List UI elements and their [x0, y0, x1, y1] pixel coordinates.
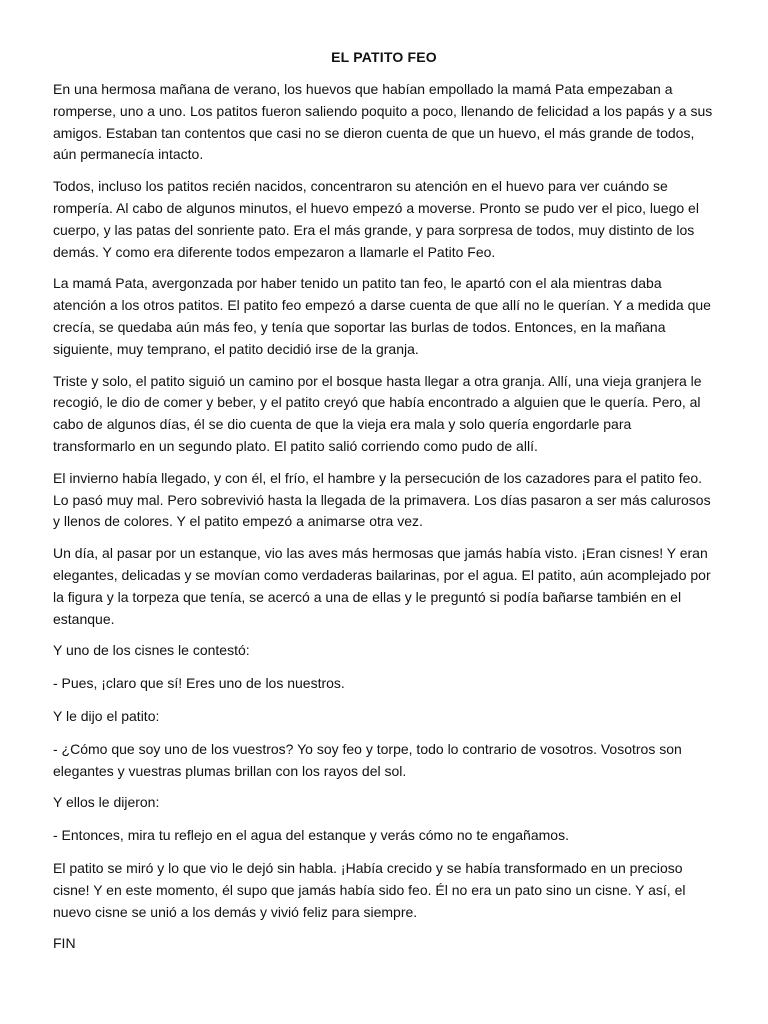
paragraph: En una hermosa mañana de verano, los huevos que habían empollado la mamá Pata empezaban a romperse, uno a uno. Los patitos fueron saliendo poquito a poco, llenando de felicidad a los papás y a sus amigos. Estaban tan contentos que casi no se dieron cuenta de que un huevo, el más grande de todos, aún permanecía intacto. — [53, 81, 713, 163]
dialogue-line: - ¿Cómo que soy uno de los vuestros? Yo soy feo y torpe, todo lo contrario de vosotros. Vosotros son elegantes y vuestras plumas brillan con los rayos del sol. — [53, 740, 682, 779]
paragraph: El patito se miró y lo que vio le dejó sin habla. ¡Había crecido y se había transformado en un precioso cisne! Y en este momento, él supo que jamás había sido feo. Él no era un pato sino un cisne. Y así, el nuevo cisne se unió a los demás y vivió feliz para siempre. — [53, 859, 686, 920]
paragraph: La mamá Pata, avergonzada por haber tenido un patito tan feo, le apartó con el ala mientras daba atención a los otros patitos. El patito feo empezó a darse cuenta de que allí no le querían. Y a medida que crecía, se quedaba aún más feo, y tenía que soportar las burlas de todos. Entonces, en la mañana siguiente, muy temprano, el patito decidió irse de la granja. — [53, 275, 711, 357]
paragraph: El invierno había llegado, y con él, el frío, el hambre y la persecución de los cazadores para el patito feo. Lo pasó muy mal. Pero sobrevivió hasta la llegada de la primavera. Los días pasaron a ser más calurosos y llenos de colores. Y el patito empezó a animarse otra vez. — [53, 469, 711, 530]
paragraph: Un día, al pasar por un estanque, vio las aves más hermosas que jamás había visto. ¡Eran cisnes! Y eran elegantes, delicadas y se movían como verdaderas bailarinas, por el agua. El patito, aún acomplejado por la figura y la torpeza que tenía, se acercó a una de ellas y le preguntó si podía bañarse también en el estanque. — [53, 545, 711, 627]
document-title: EL PATITO FEO — [331, 49, 437, 65]
paragraph: Todos, incluso los patitos recién nacidos, concentraron su atención en el huevo para ver cuándo se rompería. Al cabo de algunos minutos, el huevo empezó a moverse. Pronto se pudo ver el pico, luego el cuerpo, y las patas del sonriente pato. Era el más grande, y para sorpresa de todos, muy distinto de los demás. Y como era diferente todos empezaron a llamarle el Patito Feo. — [53, 178, 699, 260]
dialogue-line: Y ellos le dijeron: — [53, 794, 160, 811]
paragraph: Triste y solo, el patito siguió un camino por el bosque hasta llegar a otra granja. Allí, una vieja granjera le recogió, le dio de comer y beber, y el patito creyó que había encontrado a alguien que le quería. Pero, al cabo de algunos días, él se dio cuenta de que la vieja era mala y solo quería engordarle para transformarlo en un segundo plato. El patito salió corriendo como pudo de allí. — [53, 372, 702, 454]
dialogue-line: - Pues, ¡claro que sí! Eres uno de los nuestros. — [53, 675, 345, 692]
document-page — [53, 46, 715, 965]
end-mark: FIN — [53, 935, 76, 952]
dialogue-line: - Entonces, mira tu reflejo en el agua del estanque y verás cómo no te engañamos. — [53, 827, 569, 844]
dialogue-line: Y le dijo el patito: — [53, 707, 160, 724]
dialogue-line: Y uno de los cisnes le contestó: — [53, 642, 250, 659]
